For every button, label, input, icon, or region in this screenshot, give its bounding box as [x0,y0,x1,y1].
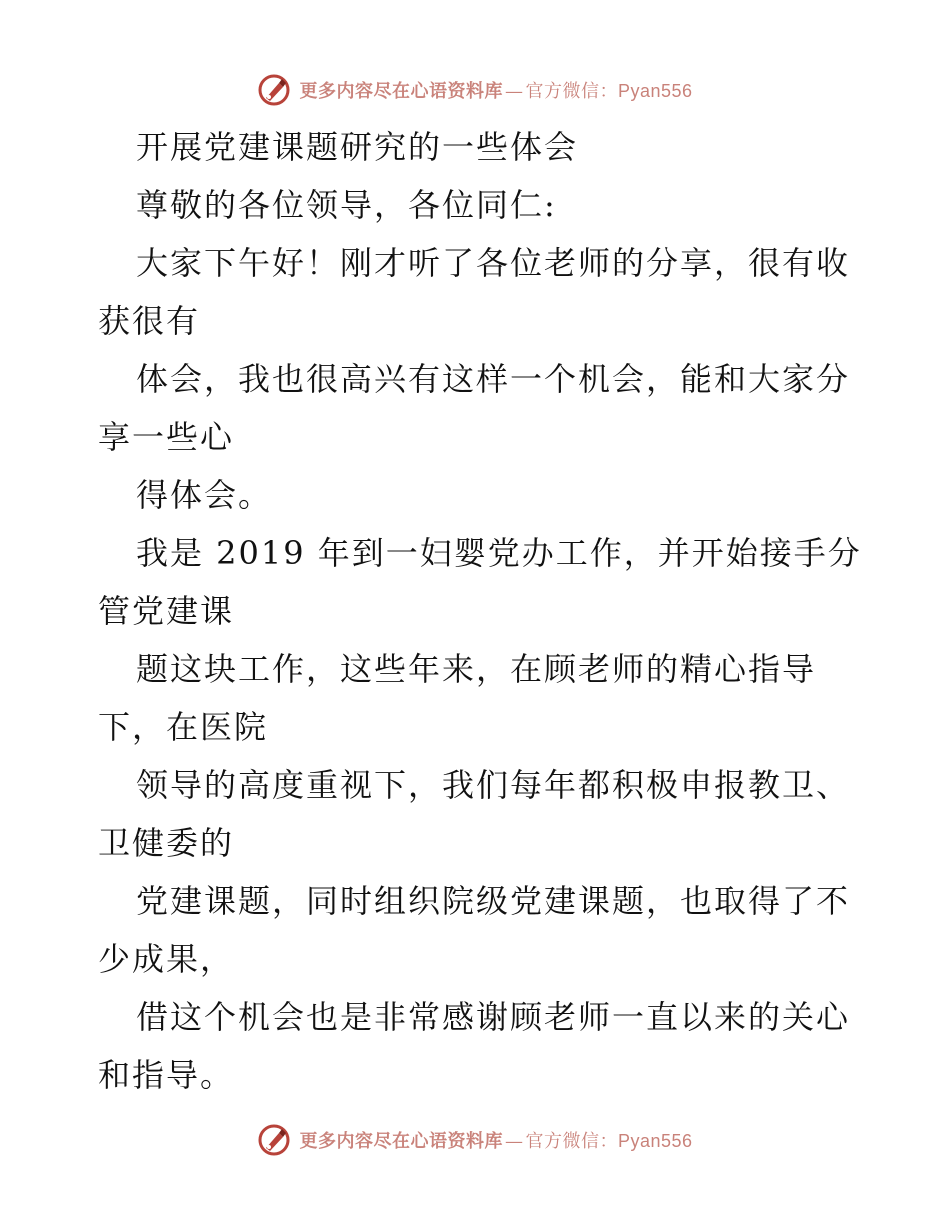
footer-watermark-banner [0,1120,950,1160]
header-watermark-banner [0,70,950,110]
text-line: 尊敬的各位领导，各位同仁: [136,186,557,224]
text-line: 少成果， [98,940,235,978]
watermark-main: 更多内容尽在心语资料库 [299,1131,503,1152]
document-body [98,118,862,1104]
text-line: 下，在医院 [98,708,269,746]
text-line: 管党建课 [98,592,235,630]
watermark-text [299,77,692,103]
watermark-dash: — [504,1131,524,1152]
pen-logo-icon [257,1123,291,1157]
watermark-wechat-id: Pyan556 [617,81,693,101]
text-line: 领导的高度重视下，我们每年都积极申报教卫、 [136,766,851,804]
watermark-wechat-label: 官方微信： [525,1131,618,1152]
watermark-dash: — [504,81,524,102]
watermark-main: 更多内容尽在心语资料库 [299,81,503,102]
text-line: 卫健委的 [98,824,235,862]
text-line: 借这个机会也是非常感谢顾老师一直以来的关心 [136,998,851,1036]
document-title: 开展党建课题研究的一些体会 [136,128,579,166]
text-line: 得体会。 [136,476,273,514]
text-line: 获很有 [98,302,201,340]
watermark-wechat-label: 官方微信： [525,81,618,102]
text-line: 享一些心 [98,418,235,456]
text-line: 大家下午好！刚才听了各位老师的分享，很有收 [136,244,851,282]
text-line: 和指导。 [98,1056,235,1094]
text-line: 我是 2019 年到一妇婴党办工作，并开始接手分 [136,534,862,572]
text-line: 党建课题，同时组织院级党建课题，也取得了不 [136,882,851,920]
text-line: 题这块工作，这些年来，在顾老师的精心指导 [136,650,817,688]
watermark-wechat-id: Pyan556 [617,1131,693,1151]
pen-logo-icon [257,73,291,107]
text-line: 体会，我也很高兴有这样一个机会，能和大家分 [136,360,851,398]
watermark-text [299,1127,692,1153]
